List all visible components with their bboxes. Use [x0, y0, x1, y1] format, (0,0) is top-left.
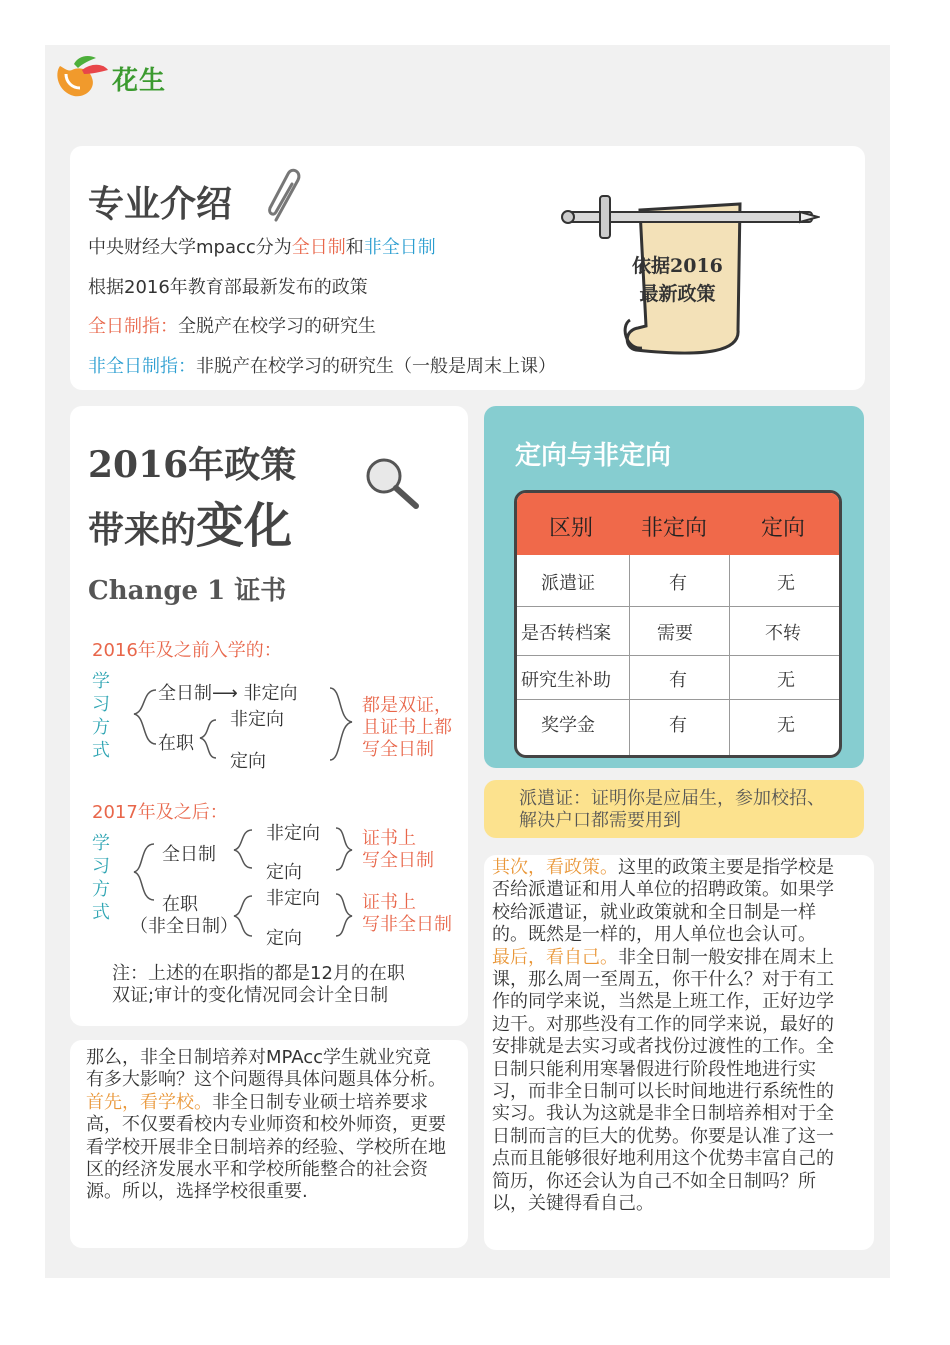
full-time-highlight: 全日制: [291, 237, 346, 258]
dispatch-note: [519, 788, 825, 832]
table-header-cell: 区别: [549, 516, 594, 541]
table-cell: 不转: [765, 623, 801, 644]
table-cell: 派遣证: [541, 573, 595, 594]
after-job-note-line: 写非全日制: [362, 914, 452, 935]
after-job-non-directed: 非定向: [266, 888, 320, 909]
table-cell: 需要: [657, 623, 693, 644]
part-time-label: 非全日制指：: [88, 356, 196, 377]
after-job-note: [362, 892, 452, 936]
intro-line-1-c: 和: [345, 237, 364, 258]
change-title-line-2: [88, 487, 292, 556]
table-divider: [517, 655, 839, 656]
intro-line-1-a: 中央财经大学mpacc分为: [88, 237, 292, 258]
after-side-label: [92, 832, 112, 924]
before-full-label: 全日制: [158, 683, 212, 704]
scroll-label-line-1: 依据2016: [632, 255, 723, 277]
after-job-directed: 定向: [266, 928, 302, 949]
before-side-label: [92, 670, 112, 762]
table-header-cell: 定向: [761, 516, 806, 541]
full-time-label: 全日制指：: [88, 316, 178, 337]
before-full-target: 非定向: [243, 683, 298, 704]
after-job: 在职: [162, 894, 198, 915]
intro-line-2: 根据2016年教育部最新发布的政策: [88, 277, 368, 298]
change-subtitle: Change 1 证书: [88, 576, 287, 606]
table-cell: 有: [669, 573, 687, 594]
magnifier-icon: [362, 456, 422, 512]
full-time-definition: 全脱产在校学习的研究生: [178, 316, 376, 337]
scroll-label-line-2: 最新政策: [639, 283, 716, 305]
before-job-non-directed: 非定向: [230, 709, 284, 730]
table-cell: 研究生补助: [521, 670, 611, 691]
before-heading: 2016年及之前入学的：: [92, 640, 282, 661]
table-cell: 有: [669, 715, 687, 736]
after-full-note-line: 证书上: [362, 828, 416, 849]
after-full-directed: 定向: [266, 862, 302, 883]
after-full-note-line: 写全日制: [362, 850, 434, 871]
after-heading: 2017年及之后：: [92, 802, 228, 823]
self-body: 非全日制一般安排在周末上课，那么周一至周五，你干什么？对于有工作的同学来说，当然是上班工作，正好边学边干。对那些没有工作的同学来说，最好的安排就是去实习或者找份过渡性的工作。全日制只能利用寒暑假进行阶段性地进行实习，而非全日制可以长时间地进行系统性的实习。我认为这就是非全日制培养相对于全日制而言的巨大的优势。你要是认准了这一点而且能够很好地利用这个优势丰富自己的简历，你还会认为自己不如全日制吗？所以，关键得看自己。: [492, 946, 834, 1215]
policy-self-paragraph: [492, 857, 850, 1216]
table-cell: 无: [777, 670, 795, 691]
paperclip-icon: [262, 166, 312, 226]
dispatch-note-line: 派遣证：证明你是应届生，参加校招、: [519, 788, 825, 809]
part-time-definition: 非脱产在校学习的研究生（一般是周末上课）: [196, 356, 556, 377]
table-cell: 是否转档案: [521, 623, 611, 644]
intro-title: 专业介绍: [88, 183, 233, 225]
before-note-line: 都是双证，: [362, 695, 452, 716]
table-header-cell: 非定向: [641, 516, 708, 541]
school-lead: 首先，看学校。: [86, 1091, 212, 1113]
after-side-char: 式: [92, 902, 110, 923]
footnote-line: 双证;审计的变化情况同会计全日制: [112, 985, 389, 1006]
policy-body: 这里的政策主要是指学校是否给派遣证和用人单位的招聘政策。如果学校给派遣证，就业政策就和全日制是一样的。既然是一样的，用人单位也会认可。: [492, 857, 834, 946]
school-paragraph: [86, 1047, 448, 1204]
after-job-note-line: 证书上: [362, 892, 416, 913]
after-full-time: 全日制: [162, 844, 216, 865]
self-lead: 最后，看自己。: [492, 946, 618, 968]
change-title-prefix: 带来的: [88, 509, 197, 551]
before-note: [362, 695, 452, 761]
intro-line-1: [88, 233, 436, 259]
table-cell: 无: [777, 715, 795, 736]
logo-text: 花生: [112, 66, 167, 96]
scroll-label: [632, 252, 723, 308]
after-job-part-time: （非全日制）: [130, 916, 238, 937]
before-job: 在职: [158, 733, 194, 754]
before-side-char: 方: [92, 717, 110, 738]
intro-line-3: [88, 312, 376, 338]
before-side-char: 学: [92, 671, 110, 692]
intro-line-4: [88, 352, 556, 378]
arrow-right-icon: ⟶: [212, 683, 238, 704]
table-cell: 奖学金: [541, 715, 595, 736]
table-divider: [517, 699, 839, 700]
footnote-line: 注：上述的在职指的都是12月的在职: [112, 963, 405, 984]
table-divider: [517, 606, 839, 607]
school-body: 非全日制专业硕士培养要求高，不仅要看校内专业师资和校外师资，更要看学校开展非全日制培养的经验、学校所在地区的经济发展水平和学校所能整合的社会资源。所以，选择学校很重要.: [86, 1091, 446, 1203]
before-side-char: 习: [92, 694, 110, 715]
part-time-highlight: 非全日制: [363, 237, 436, 258]
after-side-char: 习: [92, 856, 110, 877]
change-footnote: [112, 963, 405, 1007]
dispatch-note-line: 解决户口都需要用到: [519, 810, 681, 831]
comparison-table: [514, 490, 842, 758]
change-title-emphasis: 变化: [196, 498, 293, 554]
after-full-note: [362, 828, 434, 872]
school-intro: 那么，非全日制培养对MPAcc学生就业究竟有多大影响？这个问题得具体问题具体分析。: [86, 1047, 446, 1091]
before-note-line: 写全日制: [362, 739, 434, 760]
change-title-line-1: 2016年政策: [88, 444, 297, 486]
policy-lead: 其次，看政策。: [492, 857, 618, 878]
before-job-directed: 定向: [230, 751, 266, 772]
comparison-title: 定向与非定向: [515, 441, 672, 471]
before-side-char: 式: [92, 740, 110, 761]
table-cell: 有: [669, 670, 687, 691]
before-full-time: [158, 679, 298, 705]
after-side-char: 学: [92, 833, 110, 854]
after-side-char: 方: [92, 879, 110, 900]
after-full-non-directed: 非定向: [266, 823, 320, 844]
table-cell: 无: [777, 573, 795, 594]
before-note-line: 且证书上都: [362, 717, 452, 738]
